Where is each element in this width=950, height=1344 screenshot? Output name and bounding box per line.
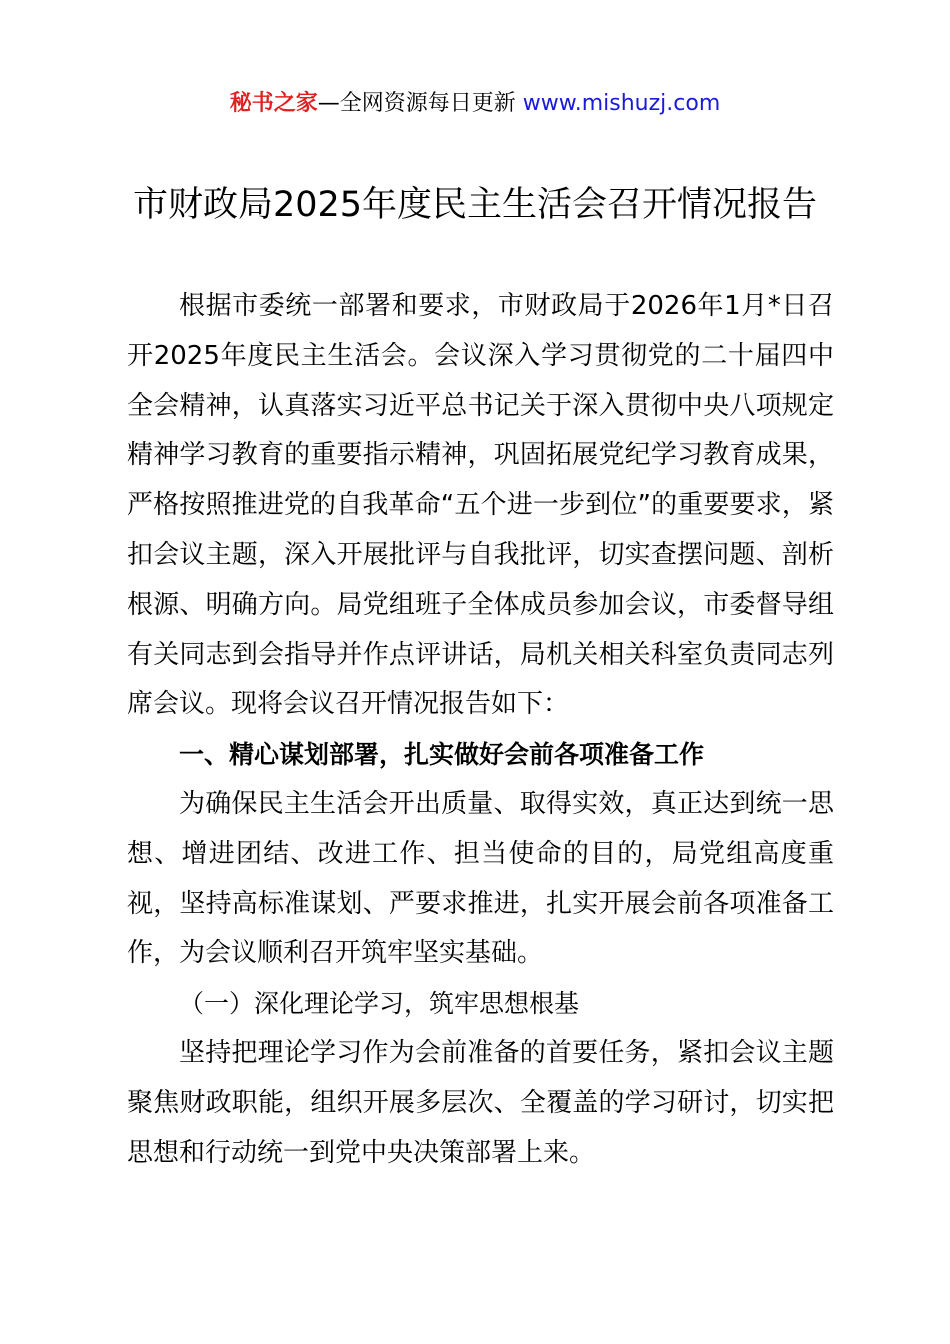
section-1-paragraph: 为确保民主生活会开出质量、取得实效，真正达到统一思想、增进团结、改进工作、担当使命的目的，局党组高度重视，坚持高标准谋划、严要求推进，扎实开展会前各项准备工作，为会议顺利召开筑牢坚实基础。 — [127, 788, 834, 969]
banner-tagline: —全网资源每日更新 — [317, 91, 516, 116]
subsection-heading-1: （一）深化理论学习，筑牢思想根基 — [179, 989, 580, 1019]
document-body — [127, 282, 834, 1178]
section-heading-1: 一、精心谋划部署，扎实做好会前各项准备工作 — [179, 740, 705, 770]
document-title: 市财政局2025年度民主生活会召开情况报告 — [132, 185, 818, 225]
brand-name: 秘书之家 — [229, 91, 318, 116]
intro-paragraph: 根据市委统一部署和要求，市财政局于2026年1月*日召开2025年度民主生活会。会议深入学习贯彻党的二十届四中全会精神，认真落实习近平总书记关于深入贯彻中央八项规定精神学习教育的重要指示精神，巩固拓展党纪学习教育成果，严格按照推进党的自我革命“五个进一步到位”的重要要求，紧扣会议主题，深入开展批评与自我批评，切实查摆问题、剖析根源、明确方向。局党组班子全体成员参加会议，市委督导组有关同志到会指导并作点评讲话，局机关相关科室负责同志列席会议。现将会议召开情况报告如下： — [127, 291, 834, 720]
site-url-link[interactable]: www.mishuzj.com — [522, 91, 721, 116]
subsection-1-paragraph: 坚持把理论学习作为会前准备的首要任务，紧扣会议主题聚焦财政职能，组织开展多层次、全覆盖的学习研讨，切实把思想和行动统一到党中央决策部署上来。 — [127, 1037, 834, 1168]
site-banner — [0, 88, 950, 120]
